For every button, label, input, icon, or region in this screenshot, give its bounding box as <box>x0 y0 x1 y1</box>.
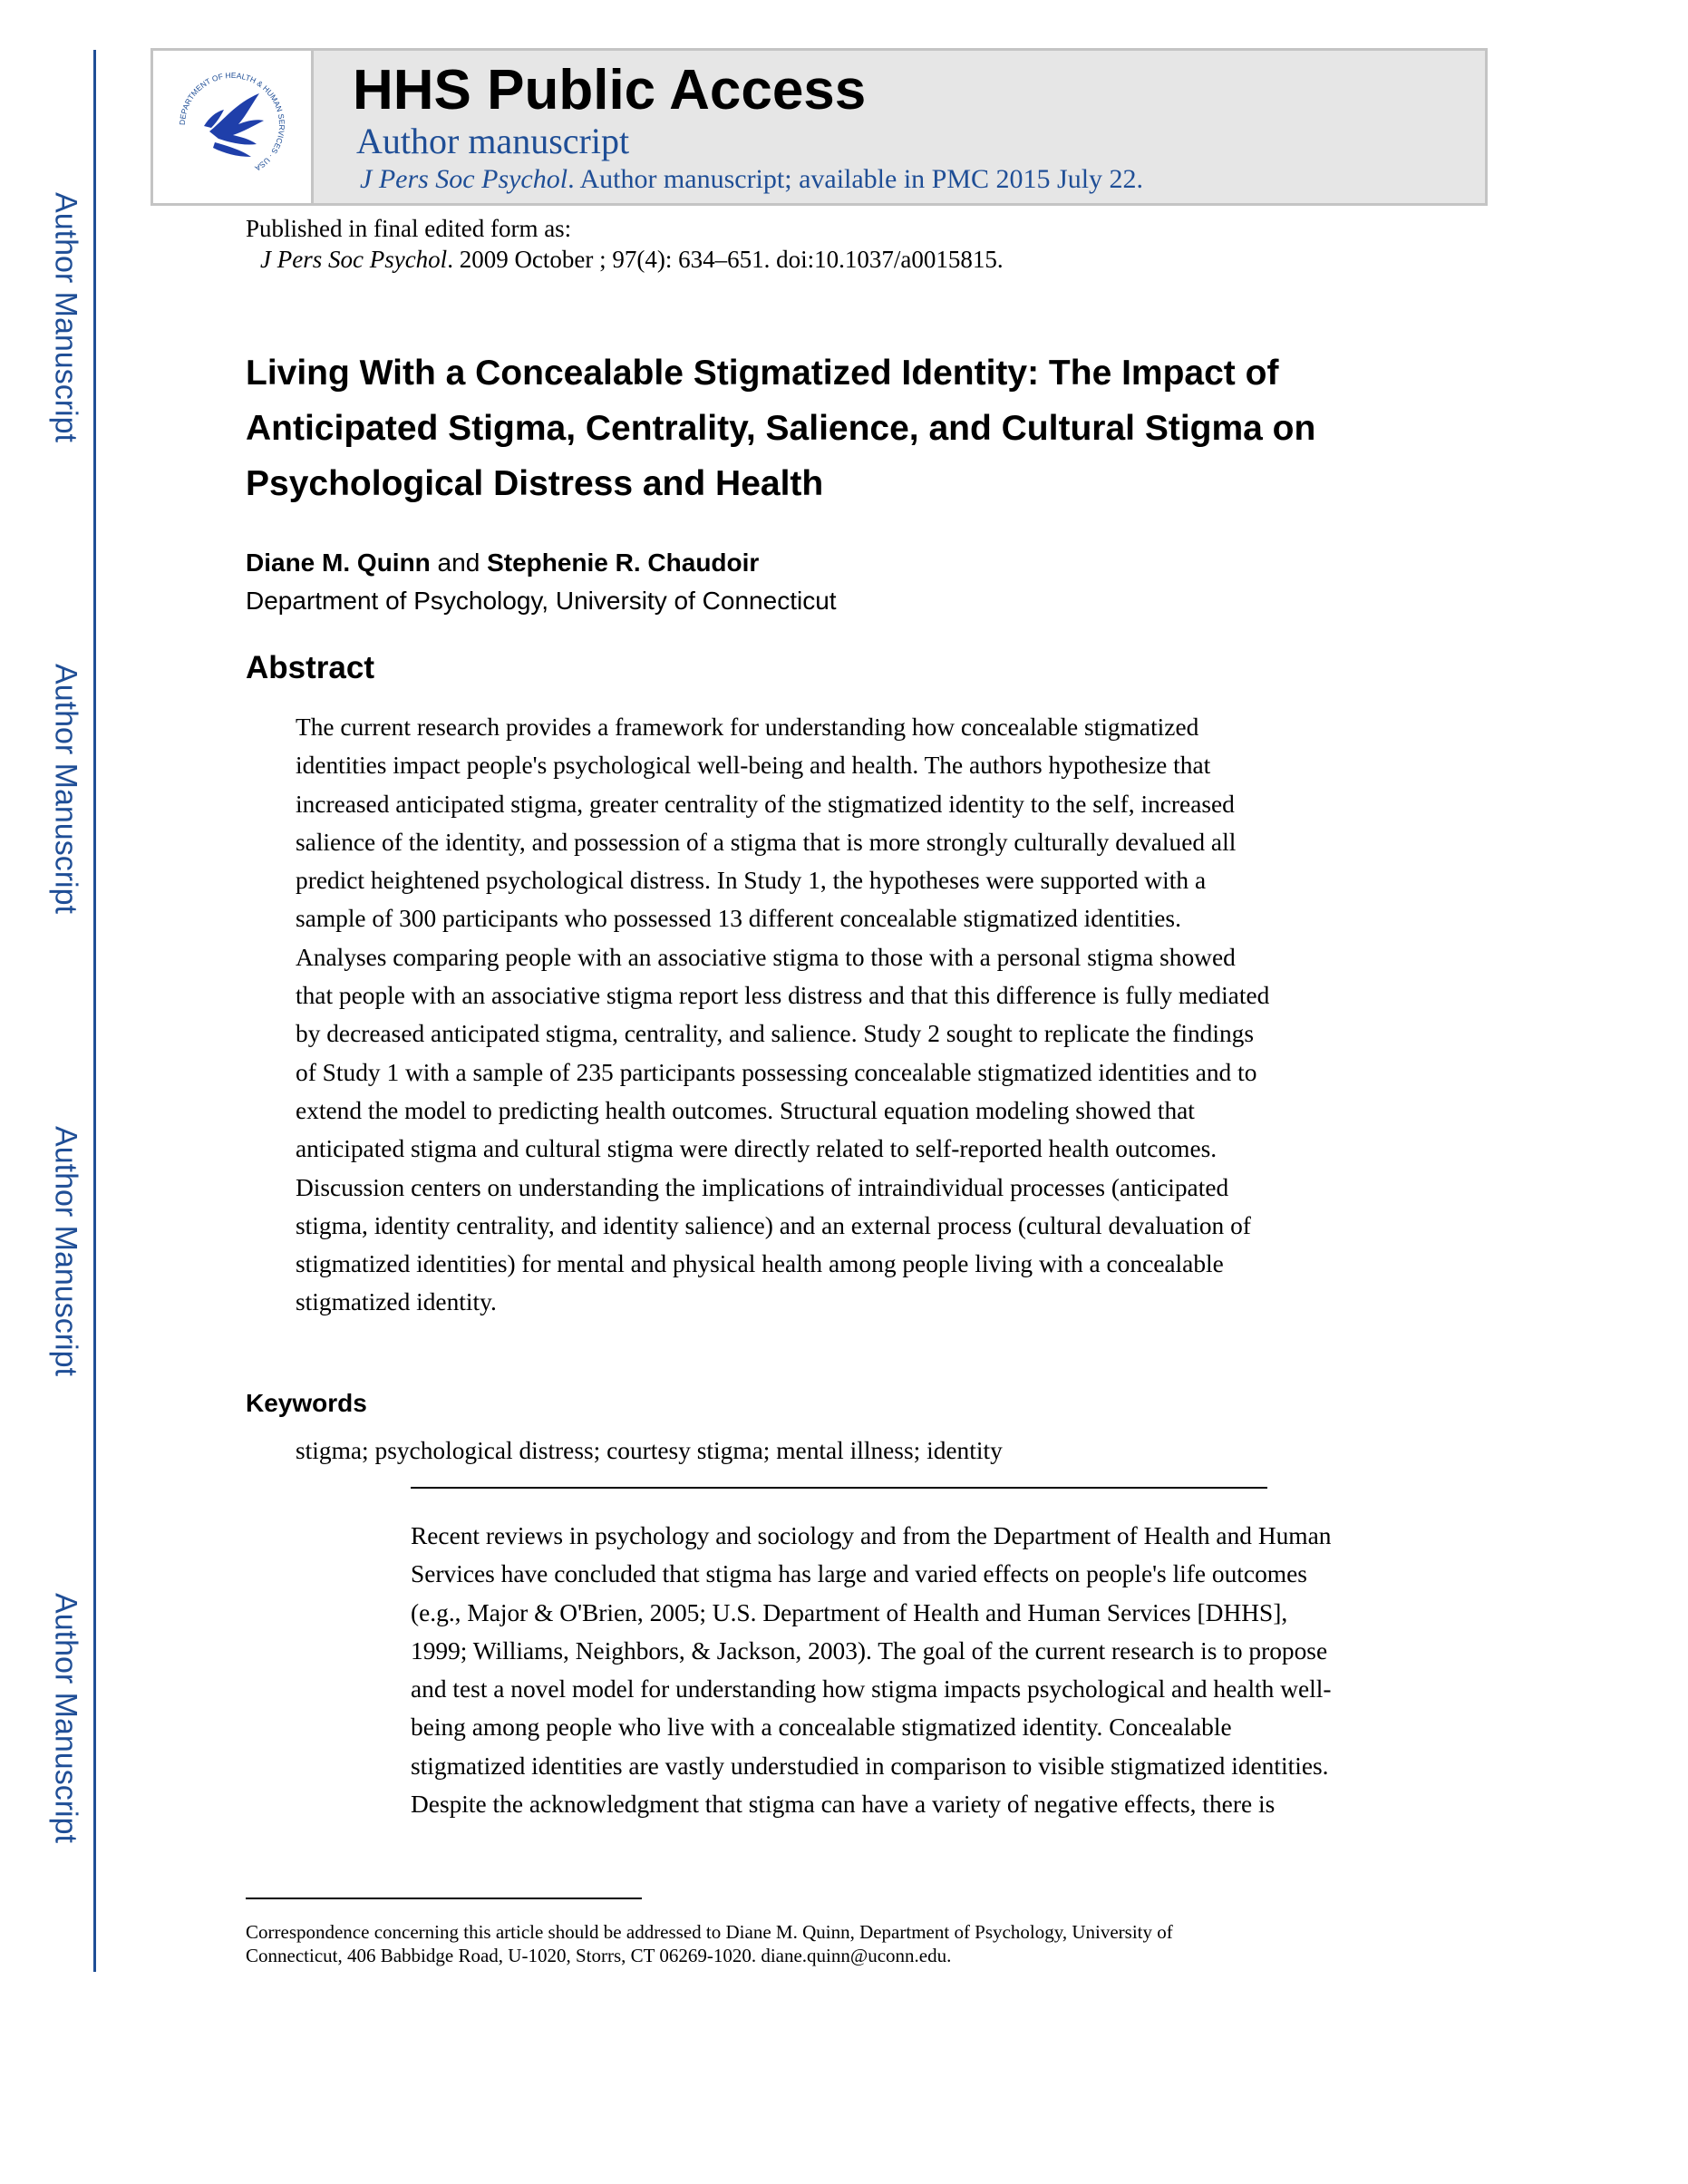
abstract-line: identities impact people's psychological well-being and health. The authors hypothesize that <box>296 752 1211 780</box>
body-line: Despite the acknowledgment that stigma can have a variety of negative effects, there is <box>411 1791 1276 1819</box>
keywords-heading: Keywords <box>246 1389 367 1417</box>
body-line: being among people who live with a concealable stigmatized identity. Concealable <box>411 1713 1232 1742</box>
body-paragraph <box>411 1517 1471 1823</box>
body-line: 1999; Williams, Neighbors, & Jackson, 2003). The goal of the current research is to propose <box>411 1636 1328 1665</box>
abstract-line: that people with an associative stigma report less distress and that this difference is fully mediated <box>296 982 1270 1010</box>
published-details: . 2009 October ; 97(4): 634–651. doi:10.1037/a0015815. <box>447 246 1004 273</box>
footnote-line: Connecticut, 406 Babbidge Road, U-1020, Storrs, CT 06269-1020. diane.quinn@uconn.edu. <box>246 1945 952 1966</box>
body-line: Services have concluded that stigma has large and varied effects on people's life outcomes <box>411 1560 1307 1588</box>
author-names <box>246 544 837 582</box>
abstract-line: salience of the identity, and possession of a stigma that is more strongly culturally devalued all <box>296 828 1237 856</box>
body-line: (e.g., Major & O'Brien, 2005; U.S. Department of Health and Human Services [DHHS], <box>411 1598 1288 1626</box>
footnote-divider <box>246 1898 642 1899</box>
author-block <box>246 544 837 620</box>
citation-availability: . Author manuscript; available in PMC 2015 July 22. <box>568 164 1144 194</box>
author-conjunction: and <box>430 548 488 577</box>
author-affiliation: Department of Psychology, University of Connecticut <box>246 587 837 615</box>
correspondence-footnote <box>246 1920 1424 1967</box>
abstract-line: stigmatized identities) for mental and physical health among people living with a concealable <box>296 1250 1224 1278</box>
abstract-line: extend the model to predicting health outcomes. Structural equation modeling showed that <box>296 1096 1195 1124</box>
citation-journal: J Pers Soc Psychol <box>360 164 568 194</box>
abstract-line: of Study 1 with a sample of 235 participants possessing concealable stigmatized identities and to <box>296 1058 1257 1086</box>
hhs-logo <box>153 51 314 203</box>
abstract-line: by decreased anticipated stigma, centrality, and salience. Study 2 sought to replicate the findings <box>296 1020 1254 1048</box>
published-citation <box>246 244 1004 275</box>
published-journal: J Pers Soc Psychol <box>260 246 448 273</box>
abstract-line: sample of 300 participants who possessed 13 different concealable stigmatized identities. <box>296 905 1181 933</box>
keywords-list: stigma; psychological distress; courtesy stigma; mental illness; identity <box>296 1437 1003 1464</box>
author-1: Diane M. Quinn <box>246 548 431 577</box>
hhs-eagle-seal-icon <box>173 66 291 184</box>
hhs-public-access-title: HHS Public Access <box>353 59 867 121</box>
footnote-line: Correspondence concerning this article should be addressed to Diane M. Quinn, Department of Psychology, University of <box>246 1921 1173 1943</box>
body-line: and test a novel model for understanding how stigma impacts psychological and health well- <box>411 1675 1332 1704</box>
published-final-form <box>246 213 1004 275</box>
published-label: Published in final edited form as: <box>246 215 572 242</box>
abstract-line: stigma, identity centrality, and identity salience) and an external process (cultural devaluation of <box>296 1211 1251 1239</box>
abstract-line: predict heightened psychological distress. In Study 1, the hypotheses were supported with a <box>296 867 1207 895</box>
abstract-heading: Abstract <box>246 650 374 685</box>
body-line: Recent reviews in psychology and sociology and from the Department of Health and Human <box>411 1522 1332 1549</box>
abstract-text <box>296 708 1420 1322</box>
abstract-line: increased anticipated stigma, greater centrality of the stigmatized identity to the self, increased <box>296 790 1235 818</box>
pmc-citation <box>360 164 1143 195</box>
abstract-line: anticipated stigma and cultural stigma were directly related to self-reported health outcomes. <box>296 1135 1217 1163</box>
author-manuscript-label: Author manuscript <box>356 121 630 161</box>
hhs-header-banner <box>150 48 1488 206</box>
margin-rule <box>93 50 96 1972</box>
abstract-line: Analyses comparing people with an associative stigma to those with a personal stigma showed <box>296 943 1236 971</box>
author-2: Stephenie R. Chaudoir <box>487 548 760 577</box>
seal-caption: DEPARTMENT OF HEALTH & HUMAN SERVICES · USA <box>177 70 287 173</box>
body-line: stigmatized identities are vastly understudied in comparison to visible stigmatized identities. <box>411 1752 1329 1780</box>
article-title: Living With a Concealable Stigmatized Identity: The Impact of Anticipated Stigma, Centrality, Salience, and Cultural Stigma on Psychological Distress and Health <box>246 354 1316 503</box>
abstract-line: Discussion centers on understanding the implications of intraindividual processes (anticipated <box>296 1173 1229 1201</box>
abstract-line: The current research provides a framework for understanding how concealable stigmatized <box>296 713 1199 741</box>
section-divider <box>411 1487 1267 1489</box>
abstract-line: stigmatized identity. <box>296 1288 497 1316</box>
